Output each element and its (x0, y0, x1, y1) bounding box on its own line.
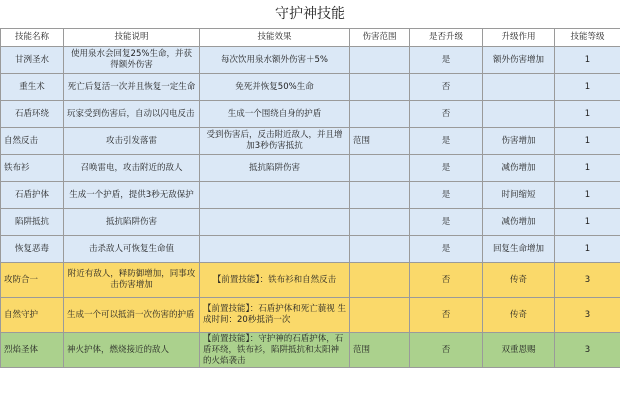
skill-effect: 抵抗陷阱伤害 (200, 155, 350, 182)
skill-upgrade-effect: 时间缩短 (483, 182, 555, 209)
table-row (1, 333, 620, 368)
skill-upgrade: 否 (410, 101, 483, 128)
skill-effect: 每次饮用泉水额外伤害＋5% (200, 47, 350, 74)
skill-desc: 生成一个护盾，提供3秒无敌保护 (64, 182, 200, 209)
skills-table (0, 28, 620, 368)
table-row (1, 155, 620, 182)
skill-upgrade: 是 (410, 182, 483, 209)
header-upgrade: 是否升级 (410, 29, 483, 47)
table-row (1, 74, 620, 101)
table-row (1, 128, 620, 155)
header-level: 技能等级 (555, 29, 620, 47)
skill-range (350, 236, 410, 263)
table-row (1, 298, 620, 333)
skill-level: 1 (555, 47, 620, 74)
skill-level: 1 (555, 209, 620, 236)
skill-range (350, 298, 410, 333)
skill-upgrade-effect: 双重恩赐 (483, 333, 555, 368)
skill-range (350, 263, 410, 298)
skill-effect: 免死并恢复50%生命 (200, 74, 350, 101)
skill-desc: 击杀敌人可恢复生命值 (64, 236, 200, 263)
skill-level: 3 (555, 263, 620, 298)
skill-range (350, 209, 410, 236)
header-range: 伤害范围 (350, 29, 410, 47)
skill-upgrade-effect: 传奇 (483, 263, 555, 298)
skill-name: 烈焰圣体 (1, 333, 64, 368)
skill-desc: 使用泉水会回复25%生命，并获得额外伤害 (64, 47, 200, 74)
skill-level: 3 (555, 298, 620, 333)
skill-name: 铁布衫 (1, 155, 64, 182)
skill-effect: 生成一个围绕自身的护盾 (200, 101, 350, 128)
skill-desc: 附近有敌人，释防御增加，同事攻击伤害增加 (64, 263, 200, 298)
skill-name: 攻防合一 (1, 263, 64, 298)
table-row (1, 236, 620, 263)
skill-upgrade-effect: 额外伤害增加 (483, 47, 555, 74)
skill-desc: 神火护体，燃烧接近的敌人 (64, 333, 200, 368)
header-desc: 技能说明 (64, 29, 200, 47)
header-row (1, 29, 620, 47)
skill-range (350, 182, 410, 209)
skill-upgrade-effect: 传奇 (483, 298, 555, 333)
skill-upgrade: 是 (410, 128, 483, 155)
skill-upgrade-effect: 减伤增加 (483, 155, 555, 182)
skill-upgrade: 是 (410, 47, 483, 74)
table-row (1, 263, 620, 298)
skill-name: 重生术 (1, 74, 64, 101)
table-row (1, 47, 620, 74)
skill-upgrade-effect: 回复生命增加 (483, 236, 555, 263)
skill-level: 1 (555, 101, 620, 128)
skill-effect: 【前置技能】：石盾护体和死亡藐视 生成时间：20秒抵消一次 (200, 298, 350, 333)
skill-level: 1 (555, 155, 620, 182)
skill-upgrade: 否 (410, 263, 483, 298)
page-title: 守护神技能 (0, 0, 620, 28)
skill-name: 甘洌圣水 (1, 47, 64, 74)
skill-upgrade: 否 (410, 298, 483, 333)
skill-upgrade-effect (483, 74, 555, 101)
skill-level: 1 (555, 182, 620, 209)
skill-upgrade: 是 (410, 209, 483, 236)
skill-effect: 【前置技能】：铁布衫和自然反击 (200, 263, 350, 298)
skill-name: 恢复恶毒 (1, 236, 64, 263)
skill-effect: 【前置技能】：守护神的石盾护体，石盾环绕，铁布衫，陷阱抵抗和太阳神的火焰袭击 (200, 333, 350, 368)
skill-name: 石盾护体 (1, 182, 64, 209)
skill-name: 自然守护 (1, 298, 64, 333)
skill-effect (200, 236, 350, 263)
skill-desc: 玩家受到伤害后，自动以闪电反击 (64, 101, 200, 128)
table-row (1, 182, 620, 209)
skill-name: 陷阱抵抗 (1, 209, 64, 236)
skill-level: 1 (555, 236, 620, 263)
skill-name: 自然反击 (1, 128, 64, 155)
skill-upgrade: 是 (410, 155, 483, 182)
header-upgrade-effect: 升级作用 (483, 29, 555, 47)
skill-upgrade-effect: 减伤增加 (483, 209, 555, 236)
skill-desc: 死亡后复活一次并且恢复一定生命 (64, 74, 200, 101)
skill-level: 3 (555, 333, 620, 368)
table-row (1, 101, 620, 128)
skill-desc: 生成一个可以抵消一次伤害的护盾 (64, 298, 200, 333)
skill-upgrade-effect (483, 101, 555, 128)
header-name: 技能名称 (1, 29, 64, 47)
skill-range (350, 101, 410, 128)
skill-desc: 攻击引发落雷 (64, 128, 200, 155)
skill-desc: 抵抗陷阱伤害 (64, 209, 200, 236)
table-row (1, 209, 620, 236)
skill-range (350, 47, 410, 74)
skill-range: 范围 (350, 333, 410, 368)
skill-effect (200, 182, 350, 209)
skill-name: 石盾环绕 (1, 101, 64, 128)
skill-upgrade-effect: 伤害增加 (483, 128, 555, 155)
header-effect: 技能效果 (200, 29, 350, 47)
skill-range (350, 74, 410, 101)
skill-effect (200, 209, 350, 236)
skill-range (350, 155, 410, 182)
skill-desc: 召唤雷电，攻击附近的敌人 (64, 155, 200, 182)
skill-upgrade: 是 (410, 236, 483, 263)
skill-upgrade: 否 (410, 333, 483, 368)
skill-level: 1 (555, 128, 620, 155)
skill-range: 范围 (350, 128, 410, 155)
skill-upgrade: 否 (410, 74, 483, 101)
skill-effect: 受到伤害后，反击附近敌人，并且增加3秒伤害抵抗 (200, 128, 350, 155)
skill-level: 1 (555, 74, 620, 101)
